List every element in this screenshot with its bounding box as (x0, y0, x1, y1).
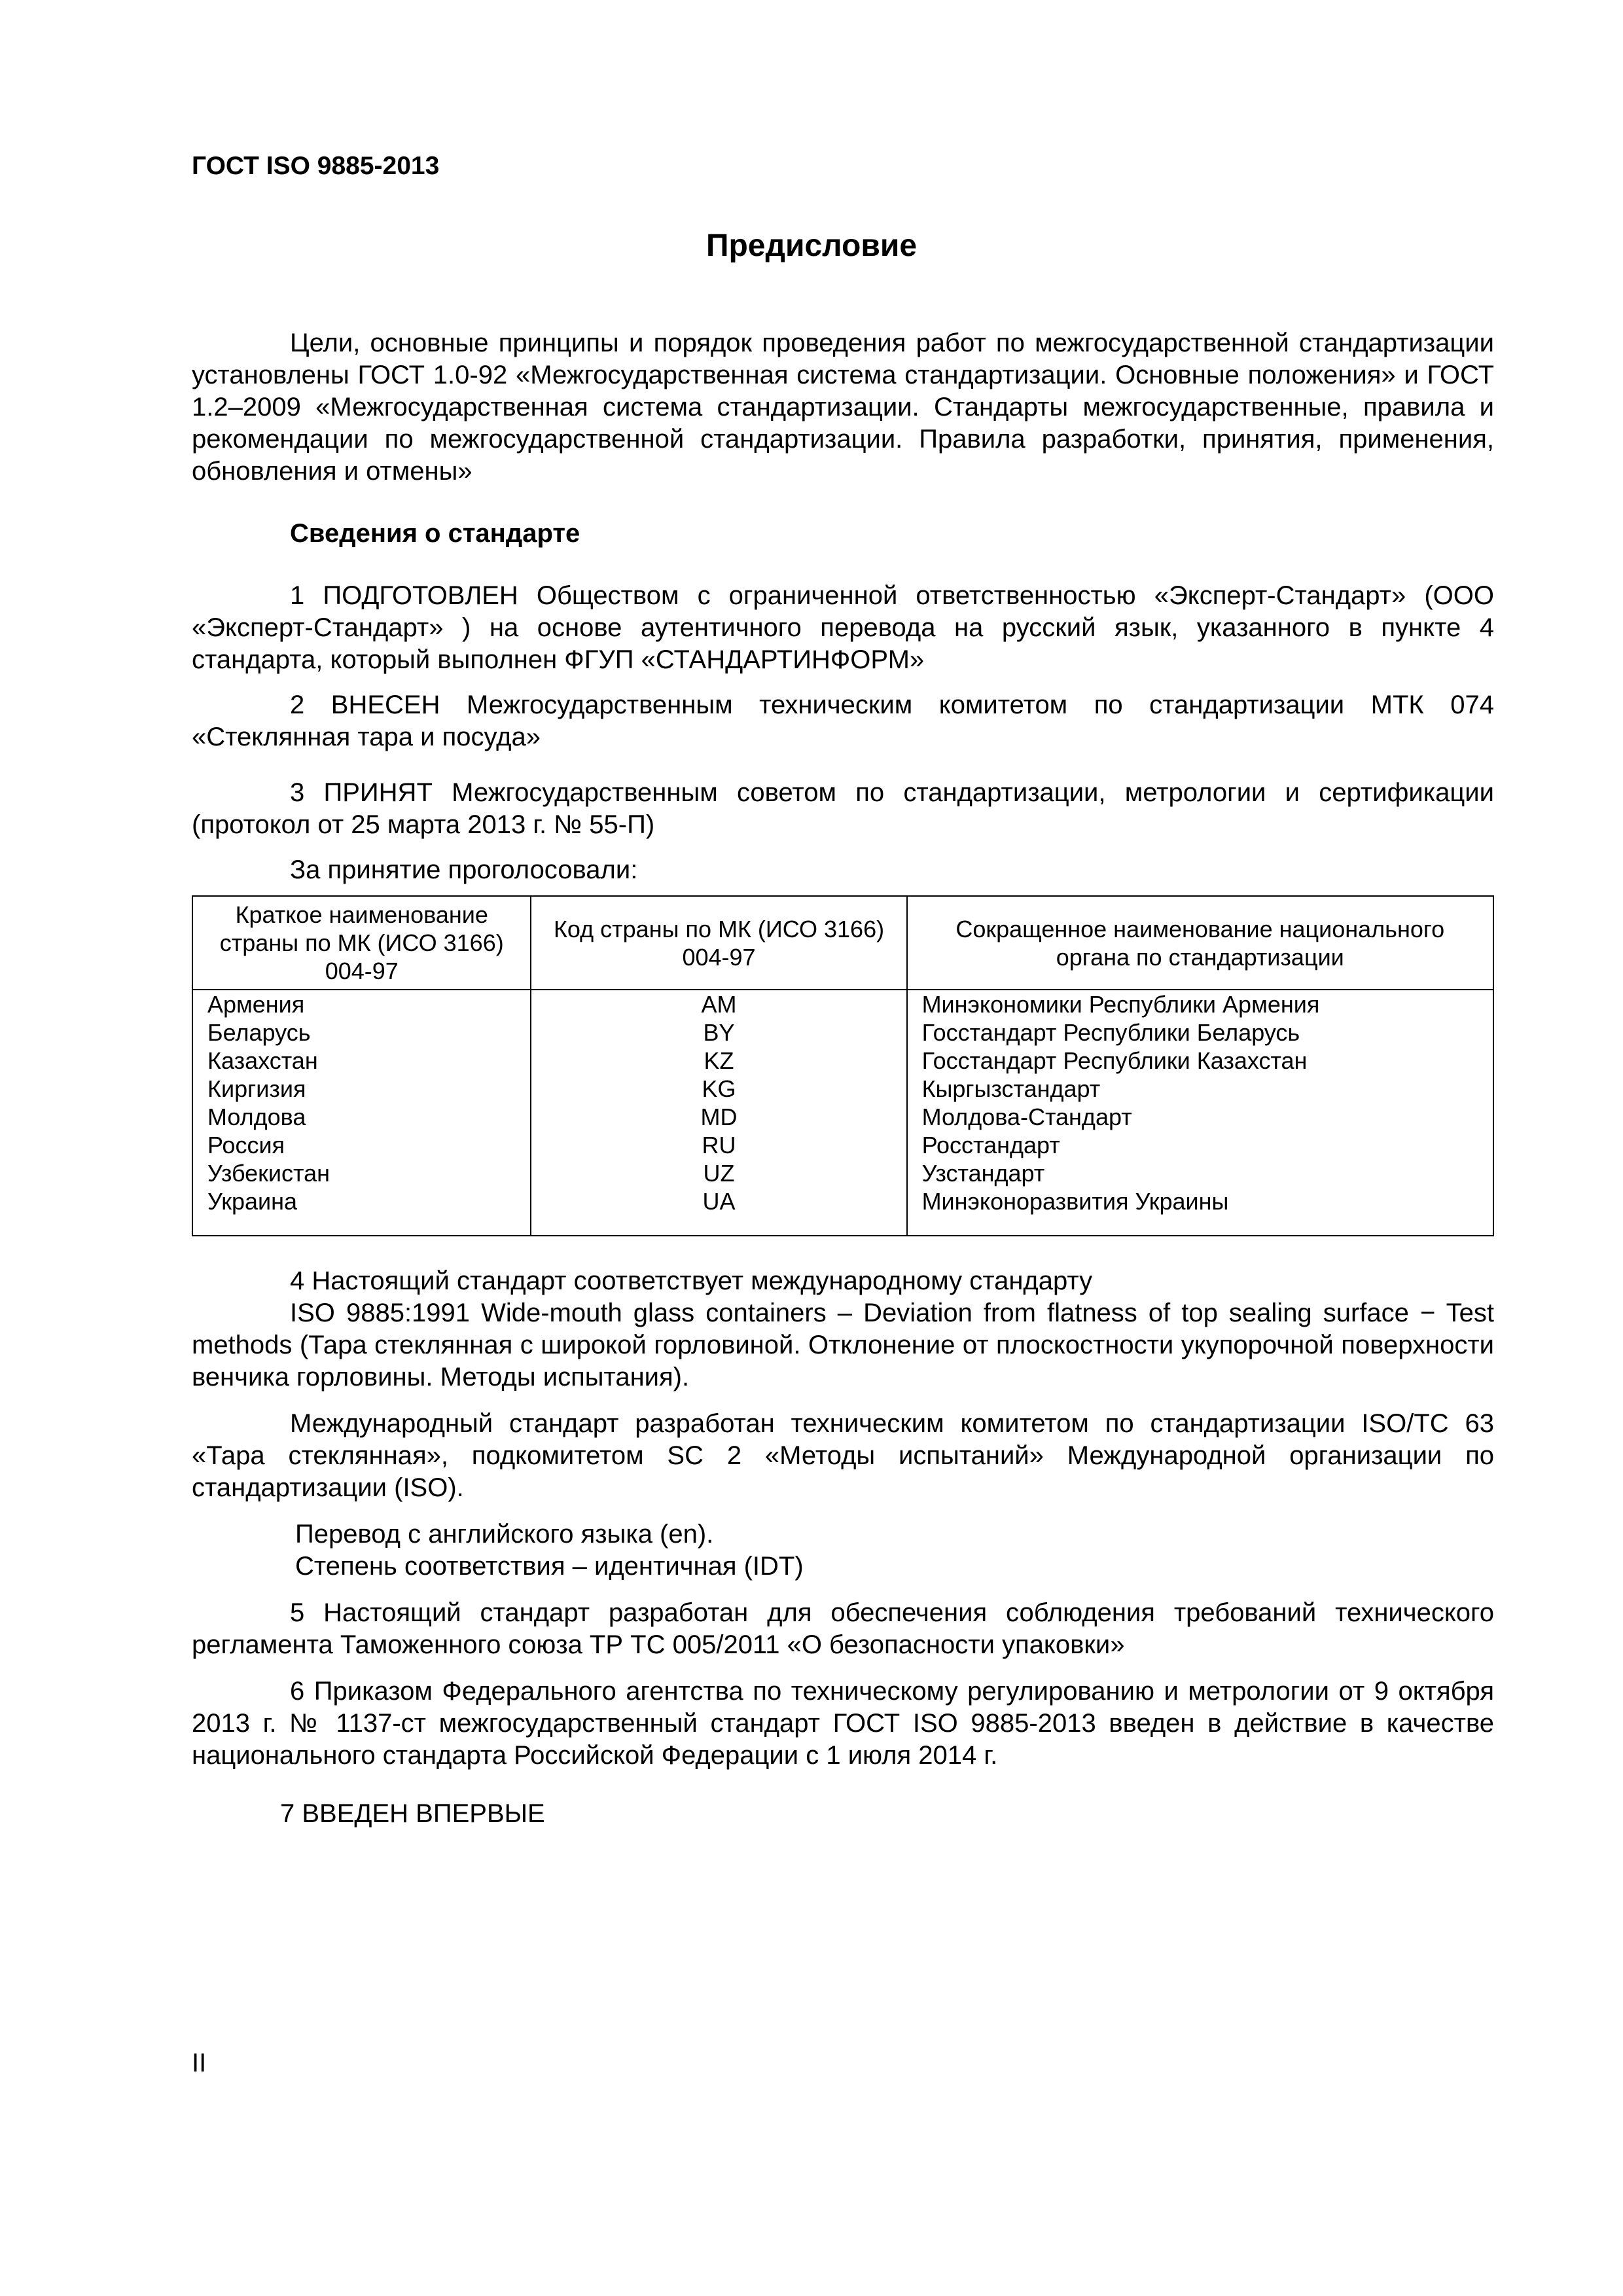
document-code: ГОСТ ISO 9885-2013 (192, 152, 440, 180)
country-code: KG (702, 1075, 736, 1102)
country-name: Украина (207, 1188, 298, 1215)
voting-countries-table (192, 895, 1494, 1236)
national-body: Госстандарт Республики Казахстан (921, 1047, 1308, 1074)
item-4-line: 4 Настоящий стандарт соответствует международному стандарту (290, 1266, 1093, 1295)
item-4-reference: ISO 9885:1991 Wide-mouth glass containers – Deviation from flatness of top sealing surface − Test methods (Тара стеклянная с широкой горловиной. Отклонение от плоскостности укупорочной поверхности венчика горловины. Методы испытания). (192, 1299, 1494, 1391)
national-body: Росстандарт (921, 1132, 1060, 1158)
body-column (907, 990, 1493, 1236)
national-body: Минэкономики Республики Армения (921, 991, 1320, 1018)
intro-paragraph: Цели, основные принципы и порядок проведения работ по межгосударственной стандартизации установлены ГОСТ 1.0-92 «Межгосударственная система стандартизации. Основные положения» и ГОСТ 1.2–2009 «Межгосударственная система стандартизации. Стандарты межгосударственные, правила и рекомендации по межгосударственной стандартизации. Правила разработки, принятия, применения, обновления и отмены» (192, 329, 1494, 486)
country-name: Киргизия (207, 1075, 306, 1102)
item-7-first-introduced: 7 ВВЕДЕН ВПЕРВЫЕ (280, 1799, 545, 1828)
item-2-introduced: 2 ВНЕСЕН Межгосударственным техническим комитетом по стандартизации МТК 074 «Стеклянная тара и посуда» (192, 691, 1494, 751)
country-name: Россия (207, 1132, 285, 1158)
country-code: UA (702, 1188, 736, 1215)
header-country-code: Код страны по МК (ИСО 3166) 004-97 (531, 896, 906, 990)
country-code: KZ (704, 1047, 734, 1074)
country-column (192, 990, 531, 1236)
foreword-body (192, 327, 1494, 1830)
item-1-prepared: 1 ПОДГОТОВЛЕН Обществом с ограниченной ответственностью «Эксперт-Стандарт» (ООО «Эксперт-Стандарт» ) на основе аутентичного перевода на русский язык, указанного в пункте 4 стандарта, который выполнен ФГУП «СТАНДАРТИНФОРМ» (192, 581, 1494, 674)
code-column (531, 990, 906, 1236)
country-code: AM (701, 991, 737, 1018)
section-heading: Сведения о стандарте (290, 519, 580, 548)
vote-label: За принятие проголосовали: (290, 855, 638, 884)
country-name: Молдова (207, 1103, 306, 1130)
international-standard-paragraph: Международный стандарт разработан техническим комитетом по стандартизации ISO/TC 63 «Тара стеклянная», подкомитетом SC 2 «Методы испытаний» Международной организации по стандартизации (ISO). (192, 1409, 1494, 1502)
national-body: Кыргызстандарт (921, 1075, 1101, 1102)
country-code: BY (703, 1019, 735, 1046)
country-name: Узбекистан (207, 1160, 330, 1187)
country-name: Казахстан (207, 1047, 318, 1074)
national-body: Узстандарт (921, 1160, 1045, 1187)
conformity-degree: Степень соответствия – идентичная (IDT) (295, 1552, 804, 1581)
national-body: Госстандарт Республики Беларусь (921, 1019, 1300, 1046)
country-code: RU (702, 1132, 736, 1158)
item-3-accepted: 3 ПРИНЯТ Межгосударственным советом по стандартизации, метрологии и сертификации (протокол от 25 марта 2013 г. № 55-П) (192, 778, 1494, 839)
page-number: II (192, 2049, 207, 2077)
translation-note: Перевод с английского языка (en). (295, 1520, 714, 1549)
national-body: Минэконоразвития Украины (921, 1188, 1229, 1215)
table-header-row (192, 896, 1493, 990)
header-country-name: Краткое наименование страны по МК (ИСО 3166) 004-97 (192, 896, 531, 990)
header-national-body: Сокращенное наименование национального органа по стандартизации (907, 896, 1493, 990)
country-code: MD (700, 1103, 738, 1130)
country-name: Беларусь (207, 1019, 311, 1046)
country-code: UZ (703, 1160, 735, 1187)
country-name: Армения (207, 991, 305, 1018)
item-5-developed: 5 Настоящий стандарт разработан для обеспечения соблюдения требований технического регламента Таможенного союза ТР ТС 005/2011 «О безопасности упаковки» (192, 1598, 1494, 1659)
national-body: Молдова-Стандарт (921, 1103, 1132, 1130)
table-row (192, 990, 1493, 1236)
page-title: Предисловие (705, 228, 918, 263)
item-6-order: 6 Приказом Федерального агентства по техническому регулированию и метрологии от 9 октября 2013 г. № 1137-ст межгосударственный стандарт ГОСТ ISO 9885-2013 введен в действие в качестве национального стандарта Российской Федерации с 1 июля 2014 г. (192, 1677, 1494, 1770)
